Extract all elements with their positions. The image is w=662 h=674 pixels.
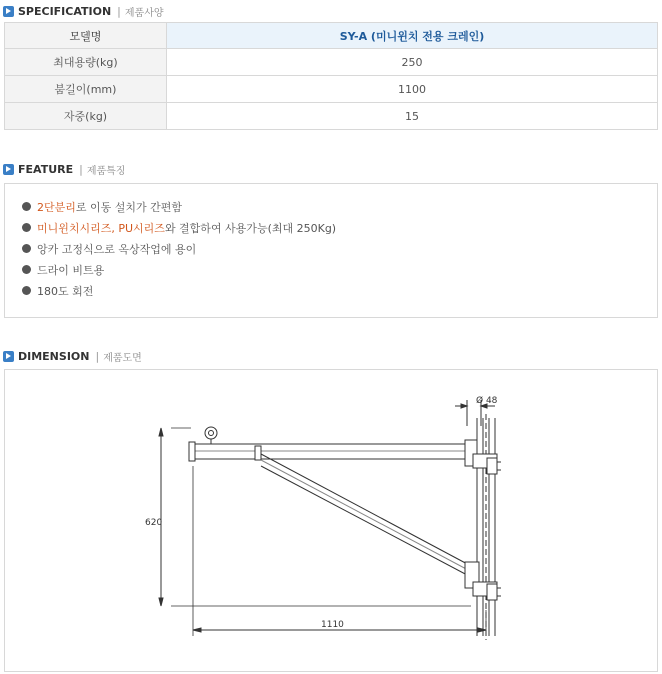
- row-value: 1100: [167, 76, 658, 103]
- hook-ring: [205, 427, 217, 439]
- feature-list: [4, 183, 658, 318]
- row-label: 최대용량(kg): [5, 49, 167, 76]
- arrow-icon: [193, 628, 201, 632]
- feature-text: 와 결합하여 사용가능(최대 250Kg): [164, 221, 337, 235]
- row-label: 자중(kg): [5, 103, 167, 130]
- feature-highlight: 2단분리: [37, 200, 76, 214]
- feature-text: 로 이동 설치가 간편함: [75, 200, 183, 214]
- lower-clamp-bolt: [487, 584, 497, 600]
- feature-section-header: [3, 162, 125, 176]
- diameter-label: Ø 48: [476, 396, 498, 406]
- boom-end-cap: [189, 442, 195, 461]
- list-item: [22, 217, 657, 238]
- list-item: [22, 238, 657, 259]
- arrow-icon: [461, 404, 467, 408]
- arrow-icon: [478, 628, 486, 632]
- arrow-icon: [159, 428, 163, 436]
- row-value: 250: [167, 49, 658, 76]
- section-arrow-icon: [3, 6, 14, 17]
- bullet-icon: [22, 286, 31, 295]
- spec-table: [4, 22, 658, 130]
- arrow-icon: [159, 598, 163, 606]
- upper-clamp-bolt: [487, 458, 497, 474]
- divider: |: [95, 349, 100, 363]
- crane-drawing: [5, 370, 657, 671]
- row-label: 붐길이(mm): [5, 76, 167, 103]
- spec-section-header: [3, 4, 164, 18]
- table-header-row: [5, 23, 658, 49]
- height-label: 620: [145, 518, 163, 528]
- divider: |: [79, 162, 83, 176]
- divider: |: [117, 4, 121, 18]
- table-row: [5, 49, 658, 76]
- width-label: 1110: [321, 620, 344, 630]
- dimension-subtitle: 제품도면: [103, 352, 142, 364]
- dimension-section-header: [3, 349, 142, 363]
- header-label: 모델명: [5, 23, 167, 49]
- hook-ring-inner: [209, 431, 214, 436]
- feature-subtitle: 제품특징: [86, 165, 126, 177]
- spec-subtitle: 제품사양: [124, 7, 164, 19]
- spec-title: SPECIFICATION: [18, 4, 112, 18]
- list-item: [22, 259, 657, 280]
- model-name: SY-A (미니윈치 전용 크레인): [167, 23, 658, 49]
- section-arrow-icon: [3, 164, 14, 175]
- dimension-title: DIMENSION: [18, 349, 90, 363]
- bullet-icon: [22, 202, 31, 211]
- boom-bracket: [255, 446, 261, 460]
- table-row: [5, 76, 658, 103]
- feature-text: 180도 회전: [37, 284, 94, 298]
- brace-line: [261, 460, 470, 571]
- bullet-icon: [22, 223, 31, 232]
- feature-highlight: 미니윈치시리즈, PU시리즈: [37, 221, 165, 235]
- feature-text: 앙카 고정식으로 옥상작업에 용이: [37, 242, 197, 256]
- list-item: [22, 196, 657, 217]
- table-row: [5, 103, 658, 130]
- bullet-icon: [22, 265, 31, 274]
- feature-title: FEATURE: [18, 162, 74, 176]
- bullet-icon: [22, 244, 31, 253]
- feature-text: 드라이 비트용: [37, 263, 105, 277]
- brace-line: [261, 466, 469, 576]
- list-item: [22, 280, 657, 301]
- row-value: 15: [167, 103, 658, 130]
- brace-line: [261, 454, 471, 566]
- section-arrow-icon: [3, 351, 14, 362]
- dimension-drawing-box: [4, 369, 658, 672]
